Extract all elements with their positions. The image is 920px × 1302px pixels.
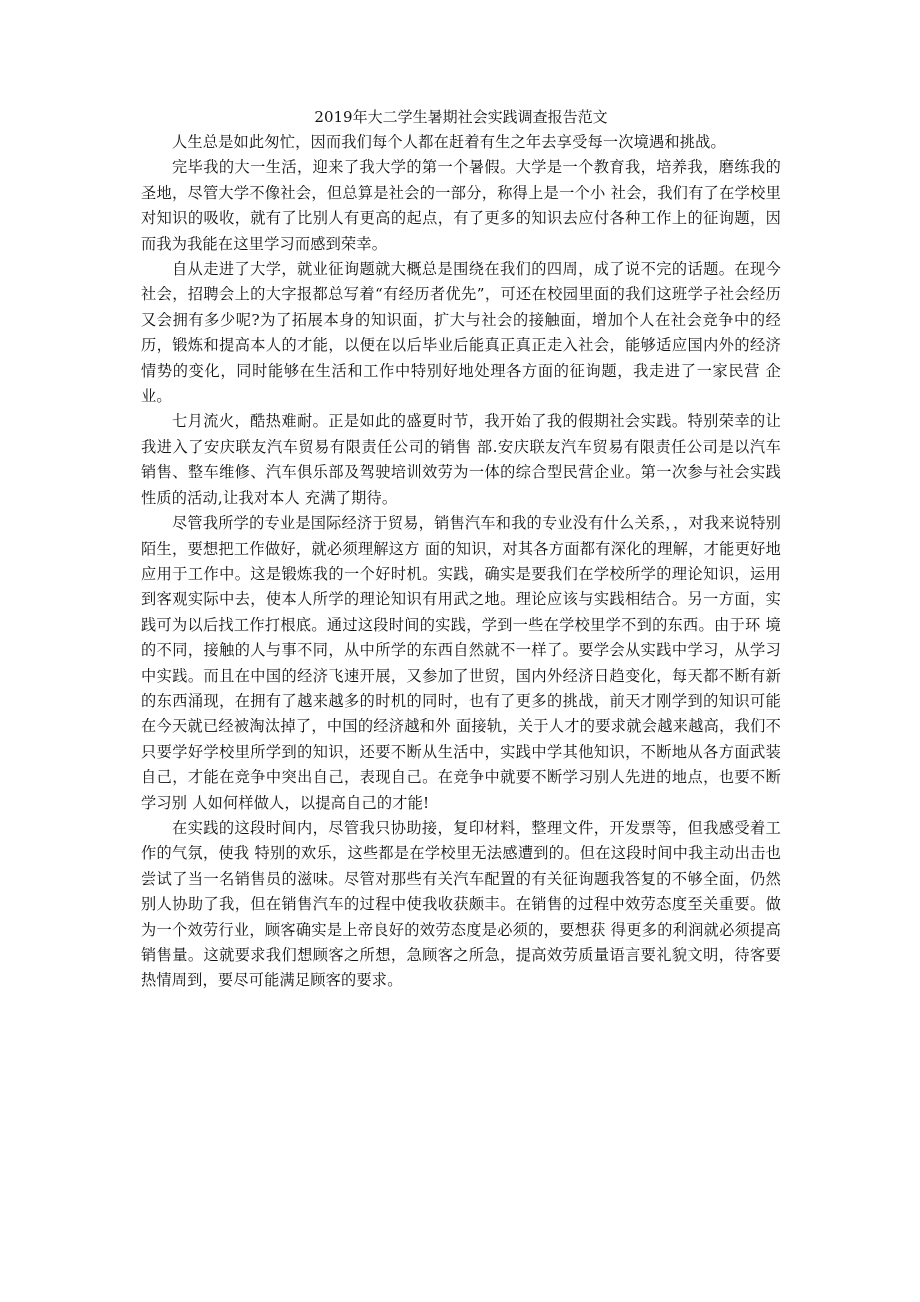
document-body (141, 104, 781, 994)
paragraph-1: 人生总是如此匆忙，因而我们每个人都在赶着有生之年去享受每一次境遇和挑战。 (172, 133, 726, 151)
paragraph-5: 尽管我所学的专业是国际经济于贸易，销售汽车和我的专业没有什么关系，，对我来说特别陌生，要想把工作做好，就必须理解这方 面的知识，对其各方面都有深化的理解，才能更好地应用于工作中。这是锻炼我的一个好时机。实践，确实是要我们在学校所学的理论知识，运用到客观实际中去，使本人所学的理论知识有用武之地。理论应该与实践相结合。另一方面，实践可为以后找工作打根底。通过这段时间的实践，学到一些在学校里学不到的东西。由于环 境的不同，接触的人与事不同，从中所学的东西自然就不一样了。要学会从实践中学习，从学习中实践。而且在中国的经济飞速开展，又参加了世贸，国内外经济日趋变化，每天都不断有新的东西涌现，在拥有了越来越多的时机的同时，也有了更多的挑战，前天才刚学到的知识可能在今天就已经被淘汰掉了，中国的经济越和外 面接轨，关于人才的要求就会越来越高，我们不只要学好学校里所学到的知识，还要不断从生活中，实践中学其他知识，不断地从各方面武装自己，才能在竞争中突出自己，表现自己。在竞争中就要不断学习别人先进的地点，也要不断学习别 人如何样做人，以提高自己的才能! (141, 514, 781, 812)
document-title: 2019年大二学生暑期社会实践调查报告范文 (314, 108, 608, 126)
paragraph-3: 自从走进了大学，就业征询题就大概总是围绕在我们的四周，成了说不完的话题。在现今社会，招聘会上的大字报都总写着“有经历者优先”，可还在校园里面的我们这班学子社会经历又会拥有多少呢?为了拓展本身的知识面，扩大与社会的接触面，增加个人在社会竞争中的经历，锻炼和提高本人的才能，以便在以后毕业后能真正真正走入社会，能够适应国内外的经济情势的变化，同时能够在生活和工作中特别好地处理各方面的征询题，我走进了一家民营 企业。 (141, 260, 781, 406)
paragraph-2: 完毕我的大一生活，迎来了我大学的第一个暑假。大学是一个教育我，培养我，磨练我的圣地，尽管大学不像社会，但总算是社会的一部分，称得上是一个小 社会，我们有了在学校里对知识的吸收，就有了比别人有更高的起点，有了更多的知识去应付各种工作上的征询题，因而我为我能在这里学习而感到荣幸。 (141, 158, 781, 253)
paragraph-6: 在实践的这段时间内，尽管我只协助接，复印材料，整理文件，开发票等，但我感受着工作的气氛，使我 特别的欢乐，这些都是在学校里无法感遭到的。但在这段时间中我主动出击也尝试了当一名销售员的滋味。尽管对那些有关汽车配置的有关征询题我答复的不够全面，仍然别人协助了我，但在销售汽车的过程中使我收获颇丰。在销售的过程中效劳态度至关重要。做为一个效劳行业，顾客确实是上帝良好的效劳态度是必须的，要想获 得更多的利润就必须提高销售量。这就要求我们想顾客之所想，急顾客之所急，提高效劳质量语言要礼貌文明，待客要热情周到，要尽可能满足顾客的要求。 (141, 818, 781, 990)
paragraph-4: 七月流火，酷热难耐。正是如此的盛夏时节，我开始了我的假期社会实践。特别荣幸的让我进入了安庆联友汽车贸易有限责任公司的销售 部.安庆联友汽车贸易有限责任公司是以汽车销售、整车维修、汽车俱乐部及驾驶培训效劳为一体的综合型民营企业。第一次参与社会实践性质的活动,让我对本人 充满了期待。 (141, 412, 781, 507)
